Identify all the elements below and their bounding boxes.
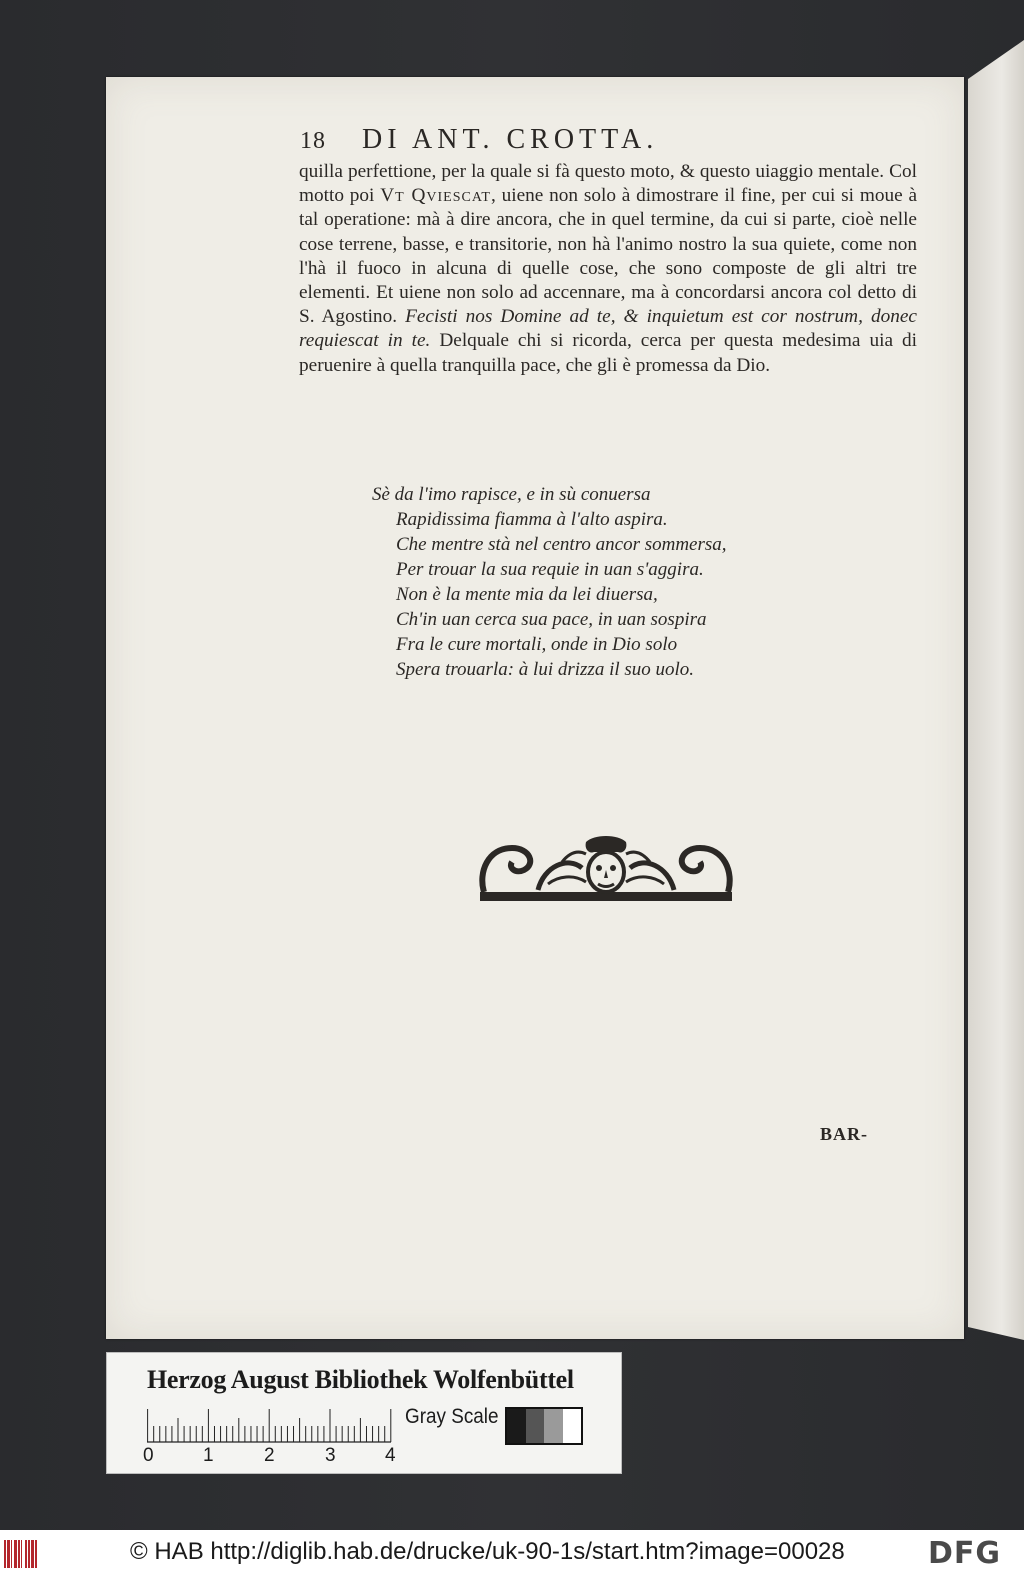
poem-line: Spera trouarla: à lui drizza il suo uolo.	[396, 659, 695, 680]
gray-swatch	[507, 1409, 526, 1443]
color-calibration-card	[106, 1352, 622, 1474]
body-run: Vt Qviescat	[380, 185, 491, 207]
gray-scale-label: Gray Scale	[405, 1405, 499, 1428]
body-run: Delquale chi si ricorda, cerca per questa medesima uia di peruenire à quella tranquilla pace, che gli è promessa da Dio.	[299, 330, 917, 376]
barcode-bar	[4, 1540, 6, 1568]
gray-swatch	[544, 1409, 563, 1443]
gray-swatch	[563, 1409, 582, 1443]
barcode-bar	[25, 1540, 27, 1568]
page-number: 18	[300, 128, 326, 154]
ruler-label: 0	[143, 1445, 154, 1466]
body-run: quilla perfettione, per la quale si fà questo moto, & questo uiaggio mentale. Col motto poi	[299, 161, 917, 207]
barcode-bar	[31, 1540, 34, 1568]
facing-page-edge	[968, 40, 1024, 1340]
footer-bar	[0, 1530, 1024, 1580]
dfg-logo: DFG	[928, 1536, 1002, 1571]
ruler-label: 4	[385, 1445, 396, 1466]
poem-line: Che mentre stà nel centro ancor sommersa,	[396, 534, 727, 555]
ruler-label: 1	[203, 1445, 214, 1466]
poem-line: Sè da l'imo rapisce, e in sù conuersa	[372, 484, 651, 505]
gray-swatch	[526, 1409, 545, 1443]
poem-line: Per trouar la sua requie in uan s'aggira.	[396, 559, 704, 580]
poem-line: Ch'in uan cerca sua pace, in uan sospira	[396, 609, 707, 630]
poem-line: Non è la mente mia da lei diuersa,	[396, 584, 658, 605]
ruler-label: 2	[264, 1445, 275, 1466]
gray-scale-swatches	[505, 1407, 583, 1445]
library-name: Herzog August Bibliothek Wolfenbüttel	[147, 1365, 574, 1394]
barcode-bar	[21, 1540, 22, 1568]
barcode-bar	[18, 1540, 20, 1568]
poem-stanza	[372, 482, 792, 682]
poem-line: Rapidissima fiamma à l'alto aspira.	[396, 509, 668, 530]
catchword: BAR-	[820, 1124, 868, 1144]
barcode-bar	[28, 1540, 30, 1568]
barcode-bar	[35, 1540, 37, 1568]
body-paragraph	[299, 160, 917, 378]
body-run: , uiene non solo à dimostrare il fine, per cui si moue à tal operatione: mà à dire ancora, che in quel termine, da cui si parte, cioè nelle cose terrene, basse, e transitorie, non hà l'animo nostro la sua quiete, come non l'hà il fuoco in alcuna di quelle cose, che sono composte de gli altri tre elementi. Et uiene non solo ad accennare, ma à concordarsi ancora col detto di S. Agostino.	[299, 185, 918, 328]
barcode-bar	[11, 1540, 12, 1568]
barcode-bar	[7, 1540, 10, 1568]
hab-barcode-icon	[4, 1538, 46, 1570]
source-url[interactable]: © HAB http://diglib.hab.de/drucke/uk-90-1s/start.htm?image=00028	[130, 1538, 845, 1565]
ruler-labels	[143, 1445, 403, 1467]
centimeter-ruler	[147, 1409, 392, 1443]
poem-line: Fra le cure mortali, onde in Dio solo	[396, 634, 678, 655]
running-head-title: DI ANT. CROTTA.	[362, 124, 659, 155]
running-head	[300, 124, 780, 156]
ruler-label: 3	[325, 1445, 336, 1466]
grotesque-mask-headpiece-icon	[478, 832, 734, 904]
barcode-bar	[14, 1540, 17, 1568]
body-run: Fecisti nos Domine ad te, & inquietum est cor nostrum, donec requiescat in te.	[299, 306, 917, 352]
